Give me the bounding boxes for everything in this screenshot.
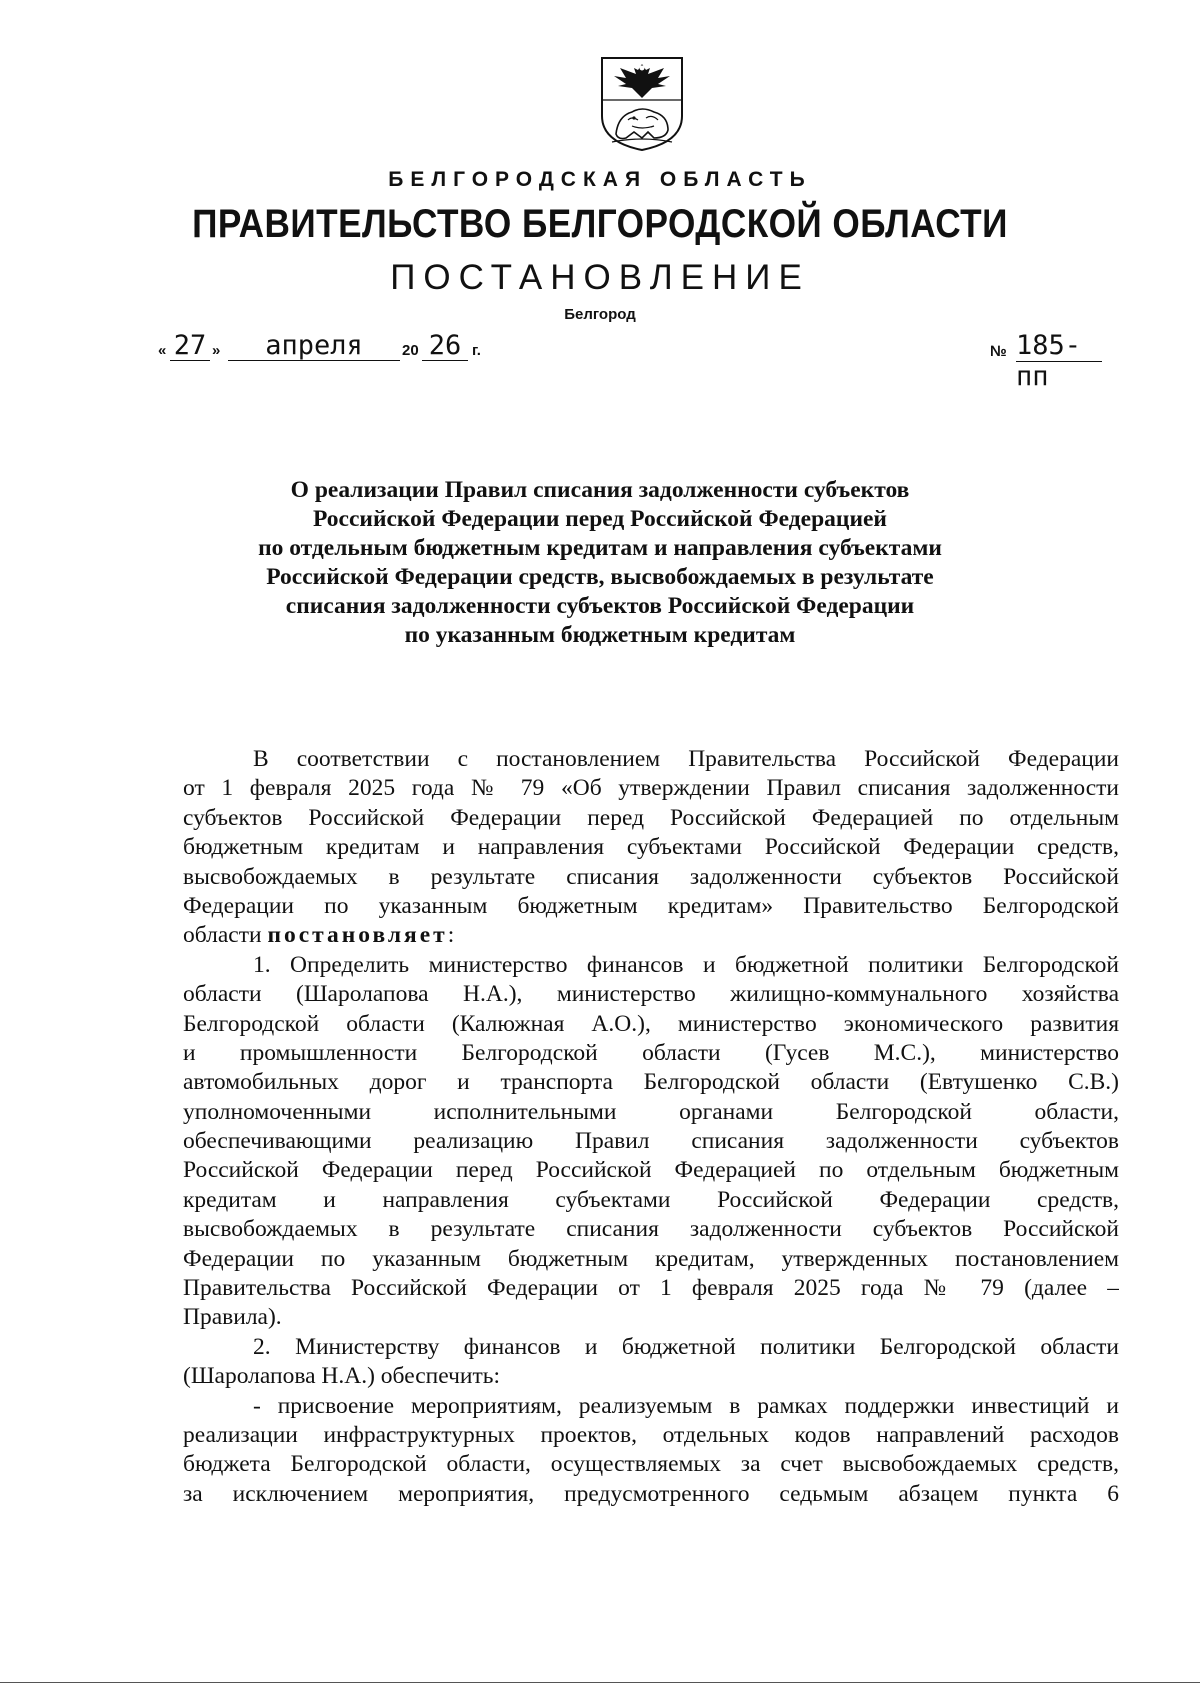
item-1-line: Правила). — [183, 1304, 282, 1331]
body-line: субъектов Российской Федерации перед Российской Федерацией по отдельным — [183, 804, 1119, 831]
item-2-line: (Шаролапова Н.А.) обеспечить: — [183, 1363, 500, 1390]
document-body — [183, 745, 1119, 1509]
title-line: списания задолженности субъектов Российской Федерации — [285, 593, 915, 619]
title-line: Российской Федерации перед Российской Федерацией — [313, 506, 887, 532]
item-2-sub-line: за исключением мероприятия, предусмотренного седьмым абзацем пункта 6 — [183, 1480, 1119, 1507]
body-line: от 1 февраля 2025 года № 79 «Об утверждении Правил списания задолженности — [183, 775, 1119, 802]
city-name: Белгород — [564, 306, 636, 323]
resolves-prefix: области — [183, 922, 268, 949]
item-1-line: и промышленности Белгородской области (Гусев М.С.), министерство — [183, 1039, 1119, 1066]
body-line: высвобождаемых в результате списания задолженности субъектов Российской — [183, 863, 1119, 890]
item-1-line: Правительства Российской Федерации от 1 февраля 2025 года № 79 (далее – — [183, 1275, 1119, 1302]
item-1-line: автомобильных дорог и транспорта Белгородской области (Евтушенко С.В.) — [183, 1069, 1119, 1096]
document-title — [200, 476, 1000, 650]
date-open-quote: « — [158, 342, 167, 359]
item-1-line: области (Шаролапова Н.А.), министерство жилищно-коммунального хозяйства — [183, 981, 1119, 1008]
item-1-line: кредитам и направления субъектами Российской Федерации средств, — [183, 1186, 1119, 1213]
date-year-mark: г. — [472, 342, 481, 359]
item-1-line: Российской Федерации перед Российской Федерацией по отдельным бюджетным — [183, 1157, 1119, 1184]
body-line: Федерации по указанным бюджетным кредитам» Правительство Белгородской — [183, 892, 1119, 919]
region-name: БЕЛГОРОДСКАЯ ОБЛАСТЬ — [388, 168, 812, 191]
item-2-sub-line: реализации инфраструктурных проектов, отдельных кодов направлений расходов — [183, 1421, 1119, 1448]
body-line-resolves — [183, 921, 1119, 950]
body-line: В соответствии с постановлением Правительства Российской Федерации — [253, 746, 1119, 772]
item-1-line: Федерации по указанным бюджетным кредитам, утвержденных постановлением — [183, 1245, 1119, 1272]
item-1-line: обеспечивающими реализацию Правил списания задолженности субъектов — [183, 1128, 1119, 1155]
item-1-line: уполномоченными исполнительными органами Белгородской области, — [183, 1098, 1119, 1125]
resolves-word: постановляет — [267, 922, 448, 949]
resolves-suffix: : — [447, 922, 455, 949]
date-year-prefix: 20 — [402, 342, 419, 359]
number-value: 185-пп — [1016, 330, 1102, 362]
title-line: по отдельным бюджетным кредитам и направления субъектами — [258, 535, 942, 561]
item-2-sub-line: бюджета Белгородской области, осуществляемых за счет высвобождаемых средств, — [183, 1451, 1119, 1478]
item-1-line: Белгородской области (Калюжная А.О.), министерство экономического развития — [183, 1010, 1119, 1037]
date-month: апреля — [228, 330, 400, 361]
date-year-suffix: 26 — [422, 330, 468, 361]
body-line: бюджетным кредитам и направления субъектами Российской Федерации средств, — [183, 834, 1119, 861]
title-line: Российской Федерации средств, высвобождаемых в результате — [266, 564, 934, 590]
number-label: № — [990, 343, 1007, 360]
item-1-line: высвобождаемых в результате списания задолженности субъектов Российской — [183, 1216, 1119, 1243]
coat-of-arms-emblem — [598, 54, 686, 152]
item-1-line: 1. Определить министерство финансов и бюджетной политики Белгородской — [253, 951, 1119, 978]
document-type: ПОСТАНОВЛЕНИЕ — [390, 258, 810, 297]
title-line: по указанным бюджетным кредитам — [404, 622, 796, 648]
title-line: О реализации Правил списания задолженности субъектов — [290, 477, 910, 503]
date-close-quote: » — [212, 342, 221, 359]
item-2-sub-line: - присвоение мероприятиям, реализуемым в рамках поддержки инвестиций и — [253, 1392, 1119, 1419]
item-2-line: 2. Министерству финансов и бюджетной политики Белгородской области — [253, 1333, 1119, 1360]
page-bottom-rule — [0, 1682, 1200, 1683]
date-day: 27 — [170, 330, 210, 361]
government-name: ПРАВИТЕЛЬСТВО БЕЛГОРОДСКОЙ ОБЛАСТИ — [192, 202, 1008, 246]
